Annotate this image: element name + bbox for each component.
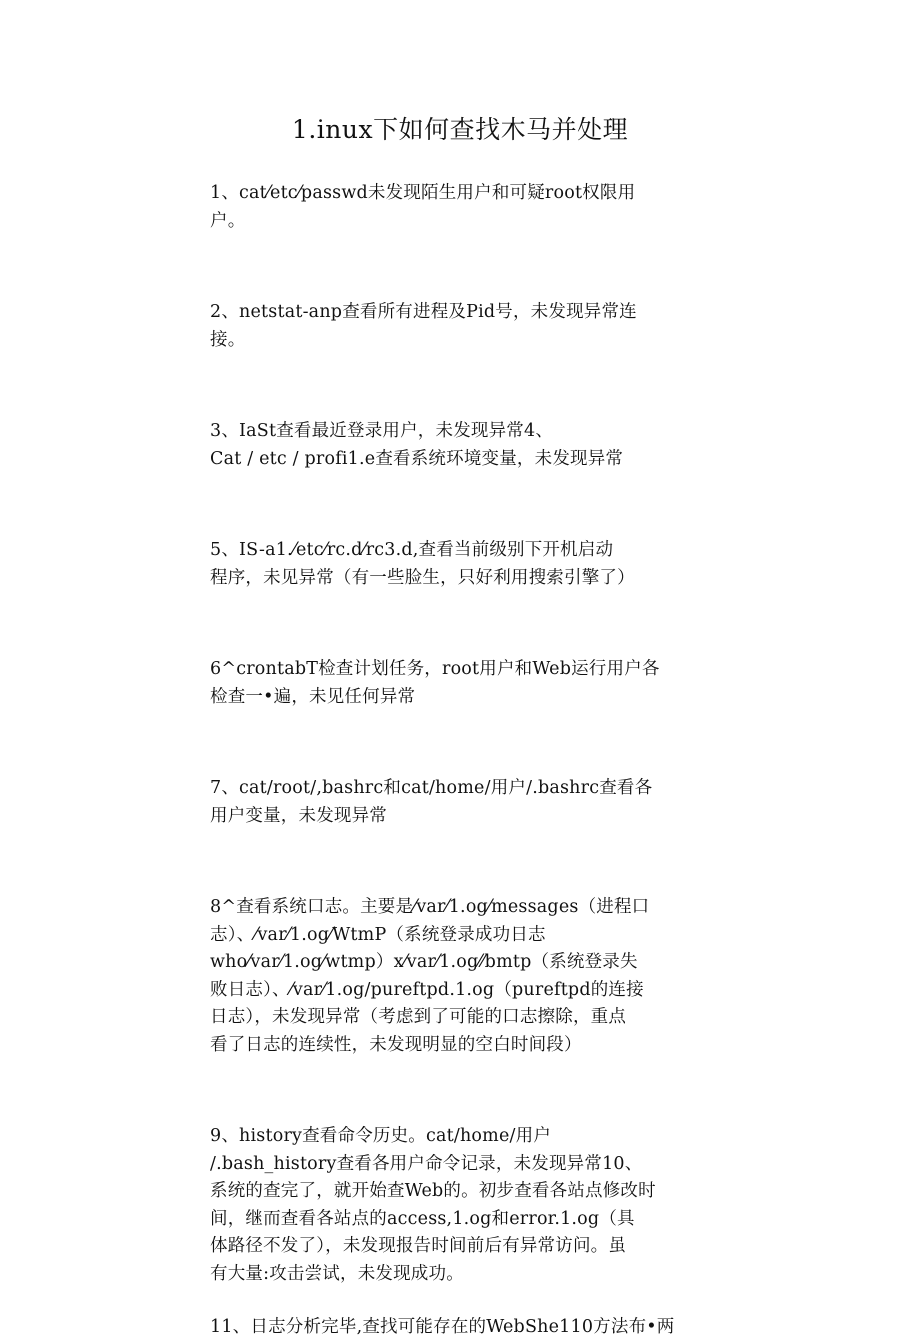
- paragraph-line: 5、IS-a1.⁄etc⁄rc.d⁄rc3.d,查看当前级别下开机启动: [210, 540, 614, 560]
- paragraph-line: 有大量:攻击尝试，未发现成功。: [210, 1263, 464, 1284]
- paragraph-line: 2、netstat-anp查看所有进程及Pid号，未发现异常连: [210, 302, 637, 322]
- paragraph-3: [210, 418, 710, 473]
- paragraph-line: 接。: [210, 329, 246, 350]
- paragraph-line: 体路径不发了），未发现报告时间前后有异常访问。虽: [210, 1236, 627, 1256]
- paragraph-6: [210, 656, 710, 711]
- paragraph-line: 用户变量，未发现异常: [210, 805, 387, 826]
- paragraph-5: [210, 537, 710, 592]
- paragraph-line: 8^查看系统口志。主要是⁄var⁄1.og⁄messages（进程口: [210, 897, 650, 917]
- paragraph-line: 程序，未见异常（有一些脸生，只好利用搜索引擎了）: [210, 567, 635, 588]
- paragraph-line: 系统的查完了，就开始查Web的。初步查看各站点修改时: [210, 1181, 656, 1201]
- paragraph-line: 户。: [210, 210, 246, 231]
- paragraph-line: 日志），未发现异常（考虑到了可能的口志擦除，重点: [210, 1007, 627, 1027]
- document-title: 1.inux下如何查找木马并处理: [291, 115, 629, 144]
- document-body: [210, 180, 710, 1342]
- paragraph-7: [210, 775, 710, 830]
- paragraph-line: who⁄var⁄1.og⁄wtmp）x⁄var⁄1.og⁄⁄bmtp（系统登录失: [210, 952, 638, 972]
- paragraph-9: [210, 1123, 710, 1288]
- paragraph-line: Cat / etc / profi1.e查看系统环境变量，未发现异常: [210, 448, 624, 469]
- paragraph-2: [210, 299, 710, 354]
- paragraph-line: 1、cat⁄etc⁄passwd未发现陌生用户和可疑root权限用: [210, 183, 636, 203]
- paragraph-line: 间，继而查看各站点的access,1.og和error.1.og（具: [210, 1208, 635, 1229]
- paragraph-line: 3、IaSt查看最近登录用户，未发现异常4、: [210, 421, 554, 441]
- paragraph-line: 看了日志的连续性，未发现明显的空白时间段）: [210, 1034, 582, 1055]
- paragraph-line: 6^crontabT检查计划任务，root用户和Web运行用户各: [210, 659, 660, 679]
- paragraph-line: 7、cat/root/,bashrc和cat/home/用户/.bashrc查看各: [210, 778, 653, 798]
- paragraph-line: 败日志）、⁄var⁄1.og/pureftpd.1.og（pureftpd的连接: [210, 979, 644, 1000]
- paragraph-11: [210, 1314, 710, 1342]
- paragraph-8: [210, 894, 710, 1059]
- paragraph-line: 9、history查看命令历史。cat/home/用户: [210, 1126, 552, 1146]
- paragraph-1: [210, 180, 710, 235]
- paragraph-line: /.bash_history查看各用户命令记录，未发现异常10、: [210, 1153, 643, 1174]
- paragraph-line: 11、日志分析完毕,查找可能存在的WebShe110方法布•两: [210, 1317, 675, 1337]
- paragraph-line: 检查一•遍，未见任何异常: [210, 686, 416, 707]
- paragraph-line: 志）、⁄var⁄1.og⁄WtmP（系统登录成功日志: [210, 924, 546, 945]
